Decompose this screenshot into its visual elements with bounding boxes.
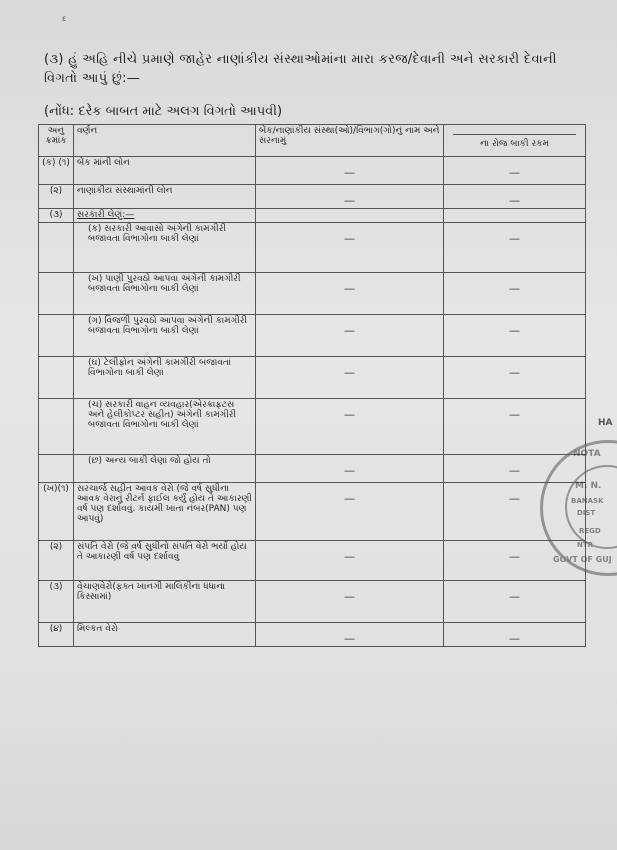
row-amount [444, 157, 586, 185]
row-description: (ક) સરકારી આવાસો અંગેની કામગીરી બજાવતા વિભાગોના બાકી લેણાં [74, 223, 256, 273]
row-institution [256, 399, 444, 455]
row-amount [444, 315, 586, 357]
dash-mark: — [509, 232, 520, 245]
table-row [39, 223, 586, 273]
table-row [39, 483, 586, 541]
row-description: (છ) અન્ય બાકી લેણાં જો હોય તો [74, 455, 256, 483]
table-row [39, 455, 586, 483]
row-amount [444, 209, 586, 223]
row-description: સંપતિ વેરો (જે વર્ષ સુધીનો સંપતિ વેરો ભર્યો હોય તે આકારણી વર્ષ પણ દર્શાવવું [74, 541, 256, 581]
row-institution [256, 315, 444, 357]
dash-mark: — [509, 590, 520, 603]
dash-mark: — [344, 366, 355, 379]
row-institution [256, 223, 444, 273]
row-serial-no: (૨) [39, 185, 74, 209]
row-description: સરચાર્જ સહીત આવક વેરો (જે વર્ષ સુધીના આવક વેરાનું રીટર્ન ફાઈલ કર્યું હોય તે આકારણી વર્ષ પણ દર્શાવવું. કાયમી ખાતા નંબર(PAN) પણ આપવું) [74, 483, 256, 541]
row-institution [256, 273, 444, 315]
row-serial-no [39, 273, 74, 315]
row-amount [444, 581, 586, 623]
dash-mark: — [509, 282, 520, 295]
table-row [39, 623, 586, 647]
dash-mark: — [344, 324, 355, 337]
dash-mark: — [344, 632, 355, 645]
notary-stamp: NOTA M. N. BANASK DIST REGD NTR GOVT OF GUJ [540, 440, 617, 576]
row-serial-no: (૩) [39, 581, 74, 623]
page-mark: ε [62, 14, 67, 23]
row-institution [256, 581, 444, 623]
header-description: વર્ણન [74, 125, 256, 157]
row-description: વેચાણવેરો(ફક્ત ખાનગી માલિકીના ધંધાના કિસ્સામાં) [74, 581, 256, 623]
dash-mark: — [344, 492, 355, 505]
dash-mark: — [509, 464, 520, 477]
row-serial-no [39, 357, 74, 399]
row-description: નાણાંકીય સંસ્થામાંની લોન [74, 185, 256, 209]
row-serial-no: (૩) [39, 209, 74, 223]
dash-mark: — [344, 194, 355, 207]
row-serial-no: (૨) [39, 541, 74, 581]
row-description: સરકારી લેણું:— [74, 209, 256, 223]
row-institution [256, 209, 444, 223]
section-heading: (૩) હું અહિ નીચે પ્રમાણે જાહેર નાણાંકીય સંસ્થાઓમાંના મારા કરજ/દેવાની અને સરકારી દેવાની વિગતો આપું છું:— [44, 52, 557, 86]
table-row [39, 581, 586, 623]
dash-mark: — [344, 282, 355, 295]
row-description: મિલ્કત વેરો [74, 623, 256, 647]
row-amount [444, 623, 586, 647]
table-row [39, 273, 586, 315]
row-amount [444, 273, 586, 315]
table-header-row [39, 125, 586, 157]
table-row [39, 185, 586, 209]
dash-mark: — [509, 492, 520, 505]
row-amount [444, 223, 586, 273]
dash-mark: — [509, 194, 520, 207]
row-serial-no [39, 399, 74, 455]
section-note: (નોંધ: દરેક બાબત માટે અલગ વિગતો આપવી) [44, 104, 283, 119]
row-amount [444, 185, 586, 209]
dash-mark: — [344, 166, 355, 179]
dash-mark: — [509, 366, 520, 379]
dash-mark: — [509, 166, 520, 179]
row-description: (ઘ) ટેલીફોન અંગેની કામગીરી બજાવતાં વિભાગોના બાકી લેણાં [74, 357, 256, 399]
row-description: (ગ) વિજળી પુરવઠો આપવા અંગેની કામગીરી બજાવતા વિભાગોના બાકી લેણાં [74, 315, 256, 357]
table-row [39, 541, 586, 581]
row-serial-no [39, 315, 74, 357]
row-serial-no [39, 455, 74, 483]
table-row [39, 315, 586, 357]
dash-mark: — [509, 632, 520, 645]
row-institution [256, 357, 444, 399]
row-description: બેંક માંની લોન [74, 157, 256, 185]
header-institution: બેંક/નાણાંકીય સંસ્થા(ઓ)/વિભાગ(ગો)નું નામ અને સરનામું [256, 125, 444, 157]
dash-mark: — [344, 550, 355, 563]
row-serial-no: (ક) (૧) [39, 157, 74, 185]
liabilities-table [38, 124, 586, 647]
row-institution [256, 623, 444, 647]
table-row [39, 399, 586, 455]
table-row [39, 357, 586, 399]
row-institution [256, 483, 444, 541]
dash-mark: — [509, 408, 520, 421]
row-institution [256, 157, 444, 185]
row-institution [256, 185, 444, 209]
dash-mark: — [344, 590, 355, 603]
row-serial-no [39, 223, 74, 273]
table-row [39, 157, 586, 185]
row-description: (ચ) સરકારી વાહન વ્યવહાર(એરક્રાફટસ અને હેલીકોપ્ટર સહીત) અંગેની કામગીરી બજાવતા વિભાગોના બાકી લેણાં [74, 399, 256, 455]
dash-mark: — [344, 464, 355, 477]
header-serial-no: અનુ ક્રમાંક [39, 125, 74, 157]
header-amount: ના રોજ બાકી રકમ [444, 125, 586, 157]
dash-mark: — [344, 232, 355, 245]
dash-mark: — [509, 550, 520, 563]
table-row [39, 209, 586, 223]
dash-mark: — [509, 324, 520, 337]
row-institution [256, 455, 444, 483]
row-serial-no: (૪) [39, 623, 74, 647]
row-description: (ખ) પાણી પુરવઠો આપવા અંગેની કામગીરી બજાવતા વિભાગોના બાકી લેણાં [74, 273, 256, 315]
row-institution [256, 541, 444, 581]
row-amount [444, 399, 586, 455]
dash-mark: — [344, 408, 355, 421]
row-serial-no: (ખ)(૧) [39, 483, 74, 541]
stamp-edge-text: HA [598, 418, 613, 428]
row-amount [444, 357, 586, 399]
